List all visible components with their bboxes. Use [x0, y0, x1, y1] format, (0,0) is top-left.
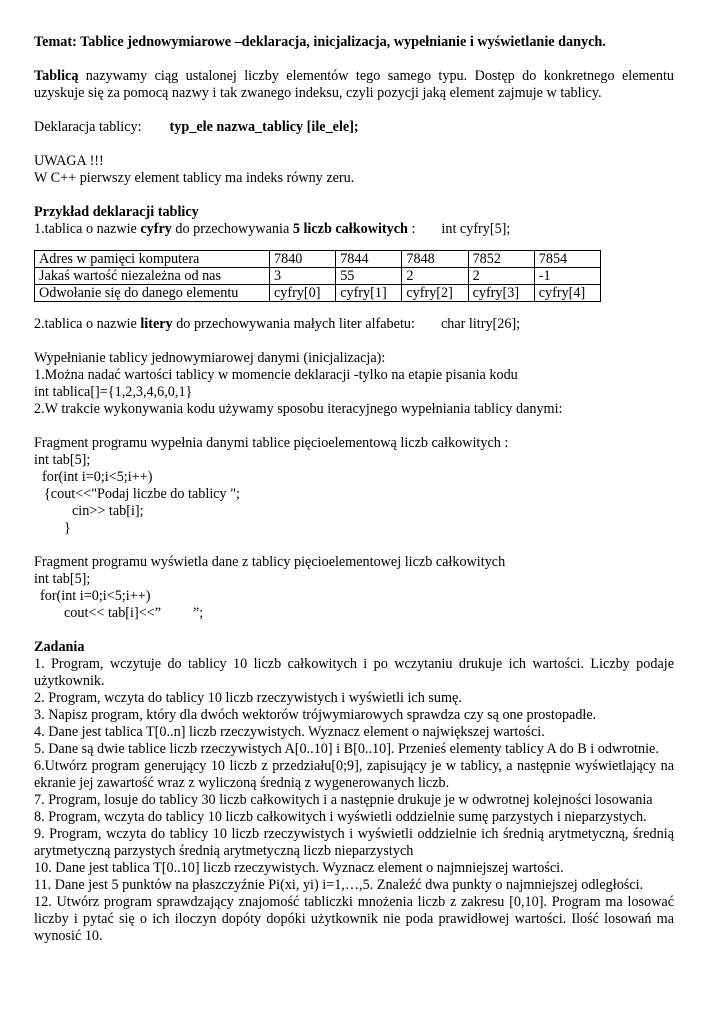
tasks-heading — [34, 639, 674, 656]
example-code-cyfry: int cyfry[5]; — [441, 221, 511, 237]
table-cell: cyfry[0] — [270, 285, 336, 302]
example2-name-litery: litery — [140, 316, 173, 332]
code-line: for(int i=0;i<5;i++) — [40, 588, 151, 604]
table-cell: 7840 — [270, 251, 336, 268]
task-item: 3. Napisz program, który dla dwóch wektorów trójwymiarowych sprawdza czy są one prostopadłe. — [34, 707, 597, 723]
code-line: int tab[5]; — [34, 452, 91, 468]
task-item: 11. Dane jest 5 punktów na płaszczyźnie Pi(xi, yi) i=1,…,5. Znaleźć dwa punkty o najmniejszej odległości. — [34, 877, 644, 893]
init-line-3: 2.W trakcie wykonywania kodu używamy sposobu iteracyjnego wypełniania tablicy danymi: — [34, 401, 563, 417]
table-cell: Odwołanie się do danego elementu — [35, 285, 270, 302]
page-title: Temat: Tablice jednowymiarowe –deklaracja, inicjalizacja, wypełnianie i wyświetlanie danych. — [34, 34, 606, 50]
task-item: 10. Dane jest tablica T[0..10] liczb rzeczywistych. Wyznacz element o najmniejszej wartości. — [34, 860, 564, 876]
table-cell: 2 — [402, 268, 468, 285]
code-line — [34, 605, 674, 622]
task-item: 7. Program, losuje do tablicy 30 liczb całkowitych i a następnie drukuje je w odwrotnej kolejności losowania — [34, 792, 653, 808]
example-text-a: 1.tablica o nazwie — [34, 221, 141, 237]
declaration-syntax: typ_ele nazwa_tablicy [ile_ele]; — [169, 119, 359, 135]
table-cell: 2 — [468, 268, 534, 285]
table-cell: 7852 — [468, 251, 534, 268]
table-cell: -1 — [534, 268, 600, 285]
example-name-cyfry: cyfry — [140, 221, 172, 237]
intro-bold-term: Tablicą — [34, 68, 79, 84]
example-text-c: do przechowywania — [171, 221, 293, 237]
warning-text: W C++ pierwszy element tablicy ma indeks równy zeru. — [34, 170, 355, 186]
table-cell: 3 — [270, 268, 336, 285]
fragment2-heading: Fragment programu wyświetla dane z tablicy pięcioelementowej liczb całkowitych — [34, 554, 506, 570]
declaration-label: Deklaracja tablicy: — [34, 119, 142, 135]
task-item: 4. Dane jest tablica T[0..n] liczb rzeczywistych. Wyznacz element o największej wartości. — [34, 724, 545, 740]
task-item: 9. Program, wczyta do tablicy 10 liczb rzeczywistych i wyświetli oddzielnie ich średnią arytmetyczną, średnią arytmetyczną parzystych średnią arytmetyczną liczb nieparzystych — [34, 826, 674, 859]
init-line-2: int tablica[]={1,2,3,4,6,0,1} — [34, 384, 193, 400]
example-heading — [34, 204, 674, 221]
example2-code: char litry[26]; — [440, 316, 521, 332]
declaration-line — [34, 119, 674, 136]
example-line-1 — [34, 221, 674, 238]
task-item: 5. Dane są dwie tablice liczb rzeczywistych A[0..10] i B[0..10]. Przenieś elementy tablicy A do B i odwrotnie. — [34, 741, 659, 757]
table-cell: cyfry[4] — [534, 285, 600, 302]
table-cell: Jakaś wartość niezależna od nas — [35, 268, 270, 285]
example-line-2 — [34, 316, 674, 333]
fragment1-heading: Fragment programu wypełnia danymi tablice pięcioelementową liczb całkowitych : — [34, 435, 509, 451]
code-line: } — [64, 520, 71, 536]
task-item: 1. Program, wczytuje do tablicy 10 liczb całkowitych i po wczytaniu drukuje ich wartości. Liczby podaje użytkownik. — [34, 656, 674, 689]
task-item: 8. Program, wczyta do tablicy 10 liczb całkowitych i wyświetli oddzielnie sumę parzystych i nieparzystych. — [34, 809, 647, 825]
table-row — [35, 285, 601, 302]
intro-text: nazywamy ciąg ustalonej liczby elementów tego samego typu. Dostęp do konkretnego elementu uzyskuje się za pomocą nazwy i tak zwanego indeksu, czyli pozycji jaką element zajmuje w tablicy. — [34, 68, 674, 101]
memory-table — [34, 250, 601, 302]
code-end: ”; — [193, 605, 204, 621]
table-cell: cyfry[2] — [402, 285, 468, 302]
task-item: 2. Program, wczyta do tablicy 10 liczb rzeczywistych i wyświetli ich sumę. — [34, 690, 462, 706]
warning-heading: UWAGA !!! — [34, 153, 104, 169]
table-cell: cyfry[3] — [468, 285, 534, 302]
example-text-e: : — [407, 221, 416, 237]
table-cell: cyfry[1] — [336, 285, 402, 302]
tasks-heading-text: Zadania — [34, 639, 85, 655]
intro-paragraph — [34, 68, 674, 102]
task-item: 12. Utwórz program sprawdzający znajomość tabliczki mnożenia liczb z zakresu [0,10]. Program ma losować liczby i pytać się o ich iloczyn dopóty dopóki użytkownik nie poda prawidłowej wartości. Ilość losowań ma wynosić 10. — [34, 894, 674, 944]
code-cout: cout<< tab[i]<<” — [64, 605, 161, 621]
task-item: 6.Utwórz program generujący 10 liczb z przedziału[0;9], zapisujący je w tablicy, a następnie wyświetlający na ekranie jej zawartość wraz z wyliczoną średnią z wygenerowanych liczb. — [34, 758, 674, 791]
table-cell: 55 — [336, 268, 402, 285]
example2-text-c: do przechowywania małych liter alfabetu: — [172, 316, 415, 332]
table-cell: 7854 — [534, 251, 600, 268]
table-row — [35, 268, 601, 285]
code-line: int tab[5]; — [34, 571, 91, 587]
init-line-1: 1.Można nadać wartości tablicy w momencie deklaracji -tylko na etapie pisania kodu — [34, 367, 518, 383]
document-page — [34, 34, 674, 945]
table-cell: 7844 — [336, 251, 402, 268]
example-count: 5 liczb całkowitych — [292, 221, 408, 237]
code-line: for(int i=0;i<5;i++) — [42, 469, 153, 485]
table-cell: 7848 — [402, 251, 468, 268]
code-line: {cout<<"Podaj liczbe do tablicy "; — [44, 486, 240, 502]
code-line: cin>> tab[i]; — [72, 503, 144, 519]
init-heading: Wypełnianie tablicy jednowymiarowej danymi (inicjalizacja): — [34, 350, 386, 366]
example-heading-text: Przykład deklaracji tablicy — [34, 204, 199, 220]
table-cell: Adres w pamięci komputera — [35, 251, 270, 268]
table-row — [35, 251, 601, 268]
example2-text-a: 2.tablica o nazwie — [34, 316, 141, 332]
